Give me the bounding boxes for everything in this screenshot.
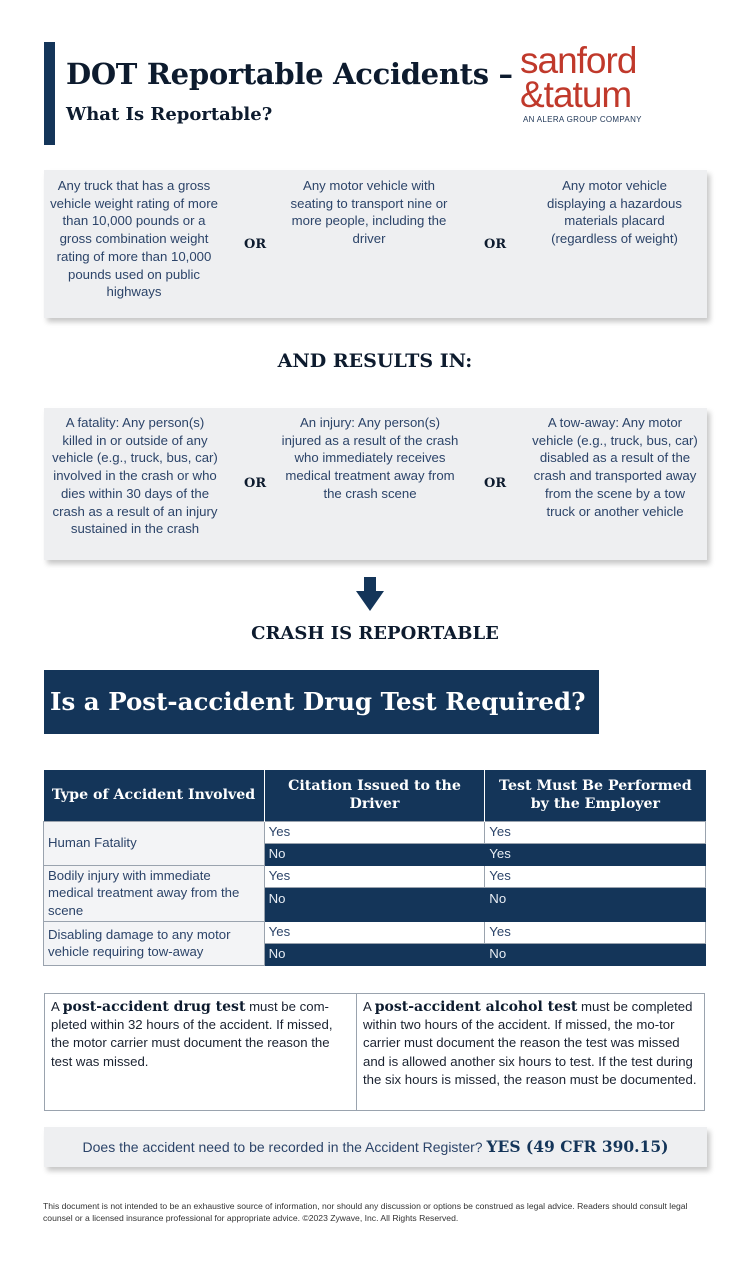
accident-type-cell: Bodily injury with immediate medical treatment away from the scene [44,865,265,921]
logo-line2: &tatum [520,74,632,115]
table-row [44,821,706,843]
column-header-test: Test Must Be Performed by the Employer [485,770,706,821]
note-prefix: A [363,999,375,1014]
company-logo [520,40,680,124]
citation-cell: Yes [264,821,485,843]
vehicle-criterion-hazmat: Any motor vehicle displaying a hazardous materials placard (regardless of weight) [547,178,682,247]
register-answer: YES (49 CFR 390.15) [486,1137,669,1156]
test-cell: Yes [485,921,706,943]
vehicle-criterion-passenger: Any motor vehicle with seating to transport nine or more people, including the driver [290,178,448,247]
results-heading: AND RESULTS IN: [277,350,473,372]
title-accent-bar [44,42,55,145]
vehicle-criteria-box [44,170,707,318]
column-header-type: Type of Accident Involved [44,770,265,821]
table-row [44,865,706,887]
test-cell: Yes [485,821,706,843]
alcohol-test-text: must be completed within two hours of the accident. If missed, the mo-tor carrier must document the reason the test was missed and is allowed another six hours to test. If the test during the six hours is missed, the reason must be documented. [363,999,697,1087]
alcohol-test-note [357,994,705,1110]
results-criteria-box [44,408,707,560]
drug-test-text: must be com-pleted within 32 hours of the accident. If missed, the motor carrier must document the reason the test was missed. [51,999,333,1069]
page-title: DOT Reportable Accidents – [66,57,513,91]
result-injury: An injury: Any person(s) injured as a result of the crash who immediately receives medical treatment away from the crash scene [281,415,459,501]
disclaimer-text: This document is not intended to be an exhaustive source of information, nor should any discussion or options be construed as legal advice. Readers should consult legal counsel or a licensed insurance professional for appropriate advice. ©2023 Zywave, Inc. All Rights Reserved. [43,1201,688,1223]
drug-test-note [45,994,357,1110]
result-fatality: A fatality: Any person(s) killed in or outside of any vehicle (e.g., truck, bus, car) involved in the crash or who dies within 30 days of the crash as a result of an injury sustained in the crash [52,415,218,537]
citation-cell: Yes [264,921,485,943]
drug-test-table [43,770,706,966]
down-arrow-icon [356,577,384,611]
test-cell: Yes [485,843,706,865]
or-label: OR [484,237,507,252]
citation-cell: No [264,843,485,865]
accident-type-cell: Human Fatality [44,821,265,865]
vehicle-criterion-truck: Any truck that has a gross vehicle weight rating of more than 10,000 pounds or a gross combination weight rating of more than 10,000 pounds used on public highways [50,178,218,300]
citation-cell: No [264,943,485,965]
column-header-citation: Citation Issued to the Driver [264,770,485,821]
logo-tagline: AN ALERA GROUP COMPANY [523,115,642,124]
test-timing-notes [44,993,705,1111]
page-subtitle: What Is Reportable? [66,104,273,125]
or-label: OR [244,476,267,491]
drug-test-banner: Is a Post-accident Drug Test Required? [44,670,599,734]
test-cell: No [485,943,706,965]
drug-test-term: post-accident drug test [62,999,246,1015]
citation-cell: No [264,887,485,921]
test-cell: No [485,887,706,921]
alcohol-test-term: post-accident alcohol test [374,999,578,1015]
accident-type-cell: Disabling damage to any motor vehicle requiring tow-away [44,921,265,965]
result-tow-away: A tow-away: Any motor vehicle (e.g., truck, bus, car) disabled as a result of the crash and transported away from the scene by a tow truck or another vehicle [532,415,698,519]
reportable-heading: CRASH IS REPORTABLE [251,623,499,644]
or-label: OR [484,476,507,491]
citation-cell: Yes [264,865,485,887]
or-label: OR [244,237,267,252]
table-row [44,921,706,943]
logo-line1: sanford [520,40,637,81]
note-prefix: A [51,999,63,1014]
table-header-row [44,770,706,821]
test-cell: Yes [485,865,706,887]
accident-register-box [44,1127,707,1167]
register-question: Does the accident need to be recorded in the Accident Register? [82,1139,487,1155]
